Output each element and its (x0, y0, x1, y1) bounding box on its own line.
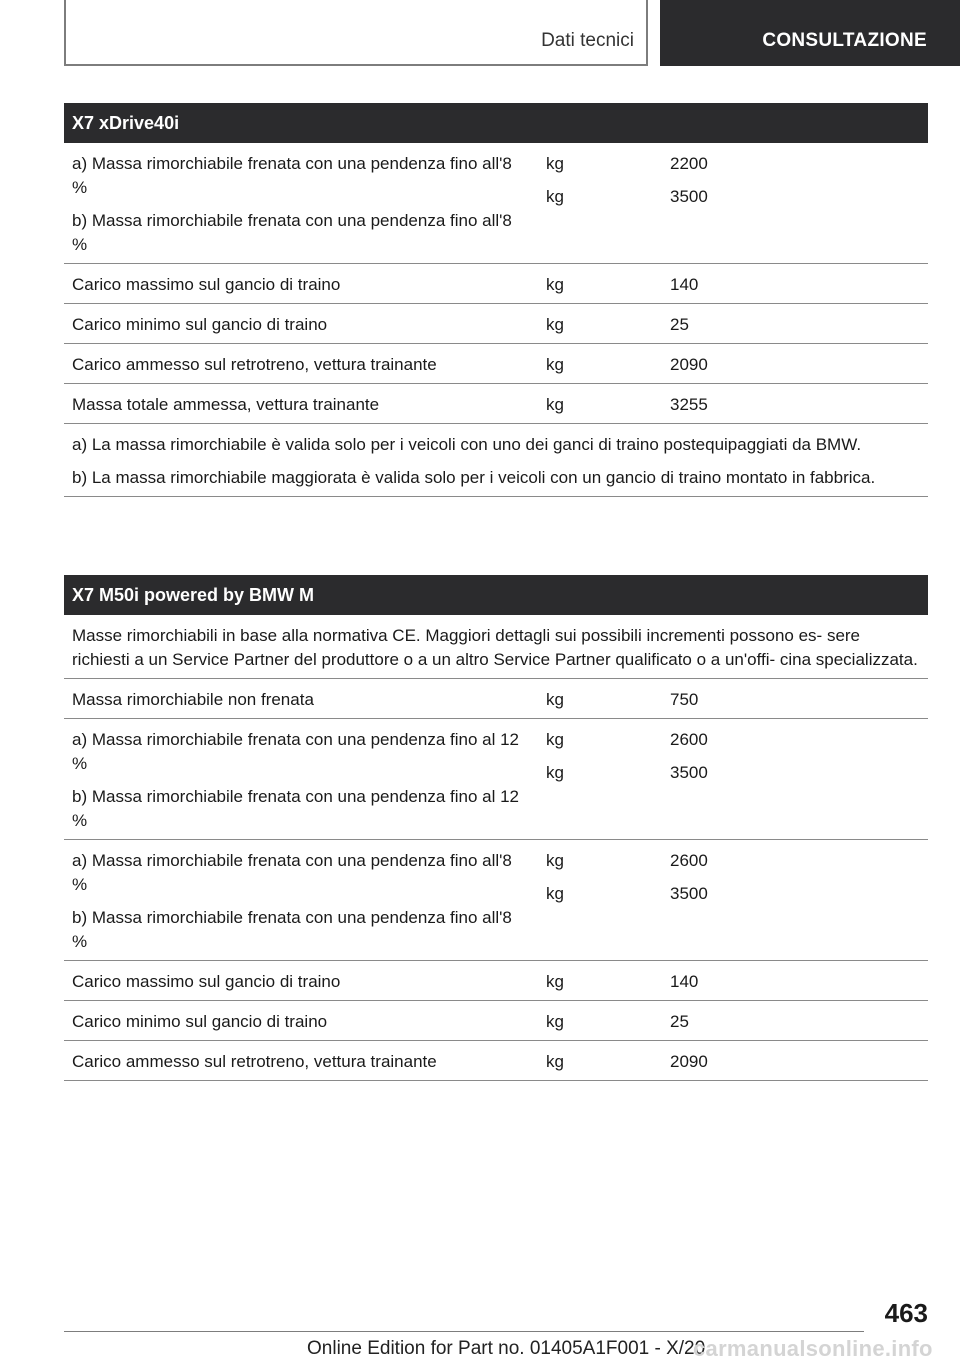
chapter-title: CONSULTAZIONE (762, 30, 927, 51)
row-unit: kg (546, 355, 564, 374)
footnote: b) La massa rimorchiabile maggiorata è valida solo per i veicoli con un gancio di traino montato in fabbrica. (72, 468, 876, 487)
row-unit: kg (546, 730, 564, 749)
row-unit: kg (546, 315, 564, 334)
footer-divider (64, 1331, 864, 1332)
row-label: Carico ammesso sul retrotreno, vettura trainante (72, 355, 437, 374)
page-number: 463 (884, 1298, 928, 1328)
row-label: Carico ammesso sul retrotreno, vettura trainante (72, 1052, 437, 1071)
row-label: Massa rimorchiabile non frenata (72, 690, 314, 709)
table-row (64, 1001, 928, 1041)
row-value: 140 (670, 275, 699, 294)
row-label: a) Massa rimorchiabile frenata con una pendenza fino all'8 % (72, 851, 512, 894)
table-title: X7 M50i powered by BMW M (64, 575, 928, 615)
row-value: 750 (670, 690, 699, 709)
table-row (64, 304, 928, 344)
header-frame (64, 0, 648, 66)
table-notes (64, 424, 928, 497)
table-row (64, 384, 928, 424)
spec-table-xdrive40i (64, 103, 928, 497)
table-row (64, 719, 928, 840)
footnote: a) La massa rimorchiabile è valida solo per i veicoli con uno dei ganci di traino postequipaggiati da BMW. (72, 435, 862, 454)
row-unit: kg (546, 1012, 564, 1031)
table-row (64, 143, 928, 264)
row-unit: kg (546, 690, 564, 709)
edition-text: Online Edition for Part no. 01405A1F001 - X/20 (307, 1338, 706, 1359)
watermark: carmanualsonline.info (693, 1336, 933, 1361)
row-unit: kg (546, 851, 564, 870)
row-value: 2600 (670, 851, 708, 870)
row-label: a) Massa rimorchiabile frenata con una pendenza fino all'8 % (72, 154, 512, 197)
row-label: Carico massimo sul gancio di traino (72, 972, 341, 991)
row-label: Massa totale ammessa, vettura trainante (72, 395, 380, 414)
section-title: Dati tecnici (541, 30, 634, 51)
row-value: 2600 (670, 730, 708, 749)
table-row (64, 840, 928, 961)
row-label: Carico massimo sul gancio di traino (72, 275, 341, 294)
row-unit: kg (546, 154, 564, 173)
row-unit: kg (546, 395, 564, 414)
row-label: b) Massa rimorchiabile frenata con una pendenza fino al 12 % (72, 787, 519, 830)
intro-text: Masse rimorchiabili in base alla normativa CE. Maggiori dettagli sui possibili incrementi possono es- sere richiesti a un Service Partner del produttore o a un altro Service Partner qualificato o a un'offi- cina specializzata. (72, 626, 918, 669)
table-row (64, 1041, 928, 1081)
row-value: 3255 (670, 395, 708, 414)
row-unit: kg (546, 884, 564, 903)
row-label: b) Massa rimorchiabile frenata con una pendenza fino all'8 % (72, 908, 512, 951)
row-label: a) Massa rimorchiabile frenata con una pendenza fino al 12 % (72, 730, 519, 773)
table-row (64, 264, 928, 304)
row-unit: kg (546, 275, 564, 294)
row-label: Carico minimo sul gancio di traino (72, 1012, 328, 1031)
table-row (64, 961, 928, 1001)
table-title: X7 xDrive40i (64, 103, 928, 143)
row-unit: kg (546, 763, 564, 782)
row-value: 2200 (670, 154, 708, 173)
table-intro (64, 615, 928, 679)
row-value: 3500 (670, 187, 708, 206)
table-row (64, 344, 928, 384)
row-value: 2090 (670, 355, 708, 374)
row-value: 3500 (670, 763, 708, 782)
row-label: Carico minimo sul gancio di traino (72, 315, 328, 334)
table-row (64, 679, 928, 719)
row-value: 25 (670, 1012, 689, 1031)
row-value: 140 (670, 972, 699, 991)
row-label: b) Massa rimorchiabile frenata con una pendenza fino all'8 % (72, 211, 512, 254)
chapter-tab[interactable] (660, 0, 960, 66)
row-unit: kg (546, 972, 564, 991)
row-unit: kg (546, 187, 564, 206)
row-value: 25 (670, 315, 689, 334)
row-value: 3500 (670, 884, 708, 903)
row-unit: kg (546, 1052, 564, 1071)
spec-table-m50i (64, 575, 928, 1081)
row-value: 2090 (670, 1052, 708, 1071)
